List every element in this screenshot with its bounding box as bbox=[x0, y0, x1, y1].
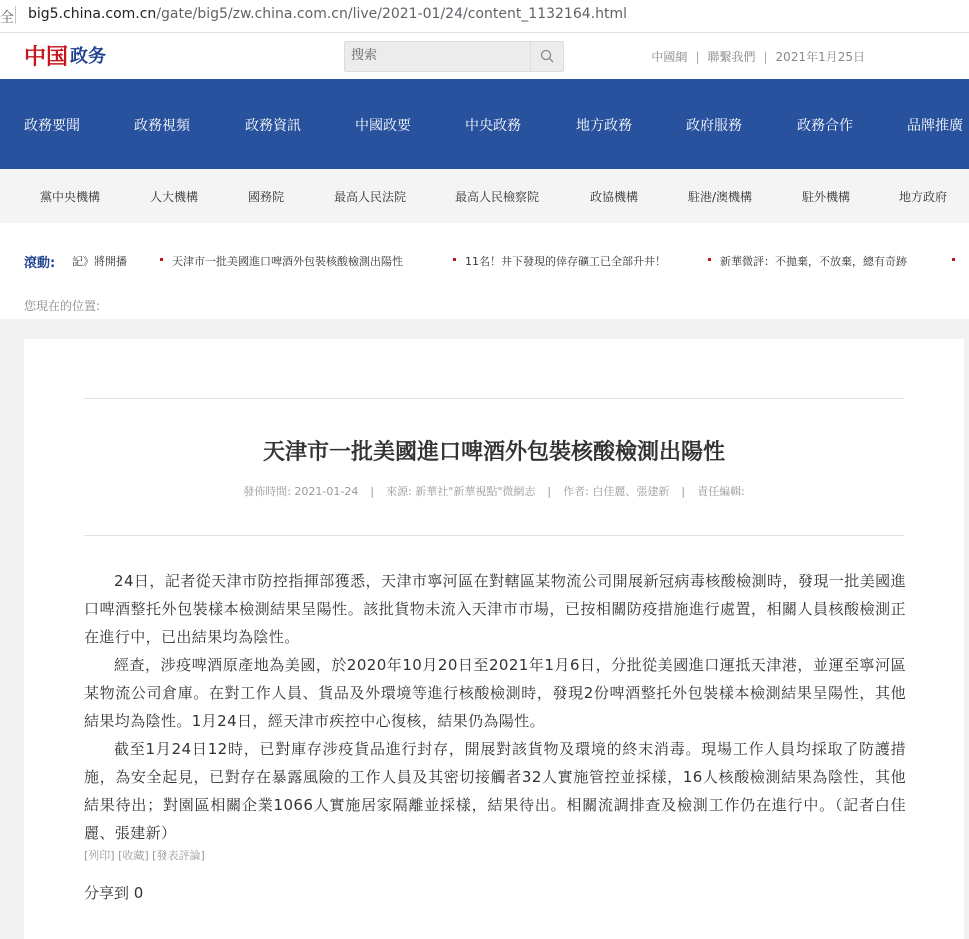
nav-item-government-info[interactable]: 政務資訊 bbox=[245, 118, 301, 134]
url-host: big5.china.com.cn bbox=[28, 6, 157, 22]
subnav-item-supreme-court[interactable]: 最高人民法院 bbox=[333, 190, 407, 204]
secondary-navigation bbox=[0, 169, 969, 223]
subnav-item-party-central[interactable]: 黨中央機構 bbox=[39, 190, 101, 204]
logo-mark: 中国 bbox=[24, 43, 69, 70]
subnav-item-procuratorate[interactable]: 最高人民檢察院 bbox=[454, 190, 540, 204]
top-links bbox=[651, 48, 865, 65]
date-label: 發佈時間: bbox=[243, 485, 291, 498]
nav-item-local-affairs[interactable]: 地方政務 bbox=[576, 118, 632, 134]
ticker-label: 滾動: bbox=[24, 256, 56, 271]
url-text[interactable] bbox=[28, 6, 627, 22]
nav-item-government-video[interactable]: 政務視頻 bbox=[134, 118, 190, 134]
author: 白佳麗、張建新 bbox=[592, 485, 670, 498]
search-box bbox=[344, 41, 564, 72]
current-date: 2021年1月25日 bbox=[775, 50, 865, 64]
nav-item-cooperation[interactable]: 政務合作 bbox=[797, 118, 853, 134]
subnav-item-hk-macao[interactable]: 駐港/澳機構 bbox=[687, 190, 753, 204]
share-counter[interactable]: 分享到 0 bbox=[84, 884, 144, 902]
bullet-icon bbox=[453, 258, 456, 261]
bullet-icon bbox=[160, 258, 163, 261]
logo-text: 政务 bbox=[70, 46, 107, 67]
article-meta bbox=[84, 483, 904, 499]
ticker-item[interactable]: 記》將開播 bbox=[72, 255, 127, 268]
bullet-icon bbox=[952, 258, 955, 261]
article-body bbox=[84, 567, 906, 847]
main-navigation bbox=[0, 79, 969, 169]
article-paragraph: 經查，涉疫啤酒原產地為美國，於2020年10月20日至2021年1月6日，分批從美國進口運抵天津港，並運至寧河區某物流公司倉庫。在對工作人員、貨品及外環境等進行核酸檢測時，發現2份啤酒整托外包裝樣本檢測結果呈陽性，其他結果均為陰性。1月24日，經天津市疾控中心復核，結果仍為陽性。 bbox=[84, 656, 906, 730]
site-header bbox=[0, 33, 969, 79]
editor-label: 責任編輯: bbox=[697, 485, 745, 498]
site-logo[interactable] bbox=[24, 41, 106, 69]
breadcrumb: 您現在的位置: bbox=[24, 299, 101, 313]
ticker-item[interactable]: 天津市一批美國進口啤酒外包裝核酸檢測出陽性 bbox=[172, 255, 403, 268]
subnav-item-overseas[interactable]: 駐外機構 bbox=[801, 190, 851, 204]
security-indicator[interactable]: 全 bbox=[0, 10, 14, 26]
browser-address-bar[interactable] bbox=[0, 0, 969, 33]
article-card bbox=[24, 339, 964, 939]
divider-bottom bbox=[84, 535, 904, 536]
url-path: /gate/big5/zw.china.com.cn/live/2021-01/24/content_1132164.html bbox=[156, 6, 627, 22]
publish-date: 2021-01-24 bbox=[294, 485, 359, 498]
ticker-item[interactable]: 新華微評：不拋棄，不放棄，總有奇跡 bbox=[720, 255, 907, 268]
divider: | bbox=[370, 485, 375, 498]
subnav-item-local-government[interactable]: 地方政府 bbox=[898, 190, 948, 204]
article-tools[interactable]: [列印] [收藏] [發表評論] bbox=[84, 849, 205, 862]
nav-item-government-services[interactable]: 政府服務 bbox=[686, 118, 742, 134]
divider: | bbox=[695, 50, 700, 64]
subnav-item-state-council[interactable]: 國務院 bbox=[247, 190, 285, 204]
article-paragraph: 截至1月24日12時，已對庫存涉疫貨品進行封存，開展對該貨物及環境的終末消毒。現場工作人員均採取了防護措施，為安全起見，已對存在暴露風險的工作人員及其密切接觸者32人實施管控並採樣，16人核酸檢測結果為陰性，其他結果待出；對園區相關企業1066人實施居家隔離並採樣，結果待出。相關流調排查及檢測工作仍在進行中。（記者白佳麗、張建新） bbox=[84, 740, 906, 842]
search-button[interactable] bbox=[530, 42, 563, 71]
article-title: 天津市一批美國進口啤酒外包裝核酸檢測出陽性 bbox=[262, 440, 725, 465]
subnav-item-npc[interactable]: 人大機構 bbox=[149, 190, 199, 204]
nav-item-brand-promotion[interactable]: 品牌推廣 bbox=[907, 118, 963, 134]
search-input[interactable] bbox=[345, 42, 535, 69]
link-china-net[interactable]: 中國網 bbox=[651, 50, 688, 64]
address-separator bbox=[15, 6, 16, 24]
subnav-item-cppcc[interactable]: 政協機構 bbox=[589, 190, 639, 204]
divider-top bbox=[84, 398, 904, 399]
nav-item-government-news[interactable]: 政務要聞 bbox=[24, 118, 80, 134]
search-icon bbox=[540, 49, 554, 63]
article-paragraph: 24日，記者從天津市防控指揮部獲悉，天津市寧河區在對轄區某物流公司開展新冠病毒核酸檢測時，發現一批美國進口啤酒整托外包裝樣本檢測結果呈陽性。該批貨物未流入天津市市場，已按相關防疫措施進行處置，相關人員核酸檢測正在進行中，已出結果均為陰性。 bbox=[84, 572, 906, 646]
link-contact-us[interactable]: 聯繫我們 bbox=[707, 50, 756, 64]
nav-item-central-affairs[interactable]: 中央政務 bbox=[465, 118, 521, 134]
divider: | bbox=[681, 485, 686, 498]
ticker-item[interactable]: 11名！井下發現的倖存礦工已全部升井！ bbox=[465, 255, 666, 268]
source-label: 來源: bbox=[386, 485, 412, 498]
author-label: 作者: bbox=[563, 485, 589, 498]
bullet-icon bbox=[708, 258, 711, 261]
divider: | bbox=[763, 50, 768, 64]
nav-item-china-officials[interactable]: 中國政要 bbox=[355, 118, 411, 134]
source: 新華社"新華視點"微網志 bbox=[415, 485, 536, 498]
divider: | bbox=[547, 485, 552, 498]
news-ticker bbox=[0, 223, 969, 319]
